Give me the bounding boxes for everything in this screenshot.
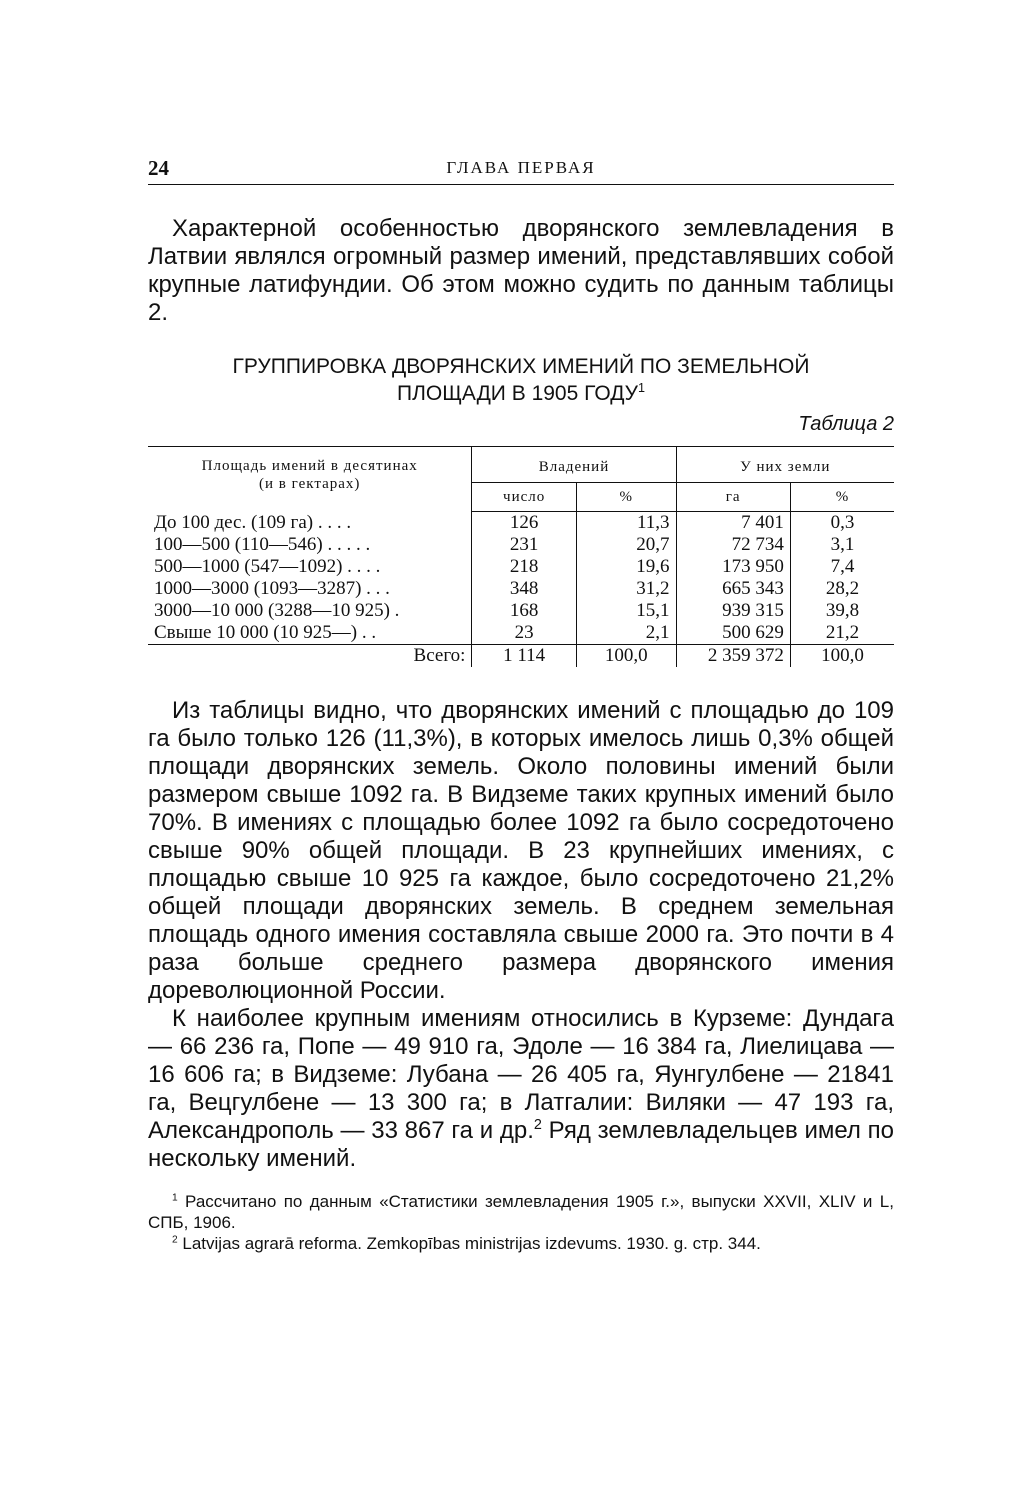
table-row xyxy=(148,512,894,535)
row-pct: 15,1 xyxy=(576,600,676,622)
table-row xyxy=(148,622,894,645)
table-title xyxy=(148,353,894,407)
row-count: 168 xyxy=(472,600,576,622)
intro-paragraph: Характерной особенностью дворянского землевладения в Латвии являлся огромный размер имений, представлявших собой крупные латифундии. Об этом можно судить по данным таблицы 2. xyxy=(148,215,894,326)
running-title: ГЛАВА ПЕРВАЯ xyxy=(446,158,596,177)
table-row xyxy=(148,600,894,622)
footnote-2 xyxy=(148,1233,894,1254)
total-ha-pct: 100,0 xyxy=(790,645,894,668)
row-count: 23 xyxy=(472,622,576,645)
table-title-line2-wrap xyxy=(148,380,894,407)
row-count: 231 xyxy=(472,534,576,556)
large-estates-text: К наиболее крупным имениям относились в Курземе: Дундага — 66 236 га, Попе — 49 910 га, Эдоле — 16 384 га, Лиелицава — 16 606 га; в Видземе: Лубана — 26 405 га, Яунгулбене — 21841 га, Вецгулбене — 13 300 га; в Латгалии: Виляки — 47 193 га, Александрополь — 33 867 га и др. xyxy=(148,1005,894,1144)
analysis-paragraph: Из таблицы видно, что дворянских имений с площадью до 109 га было только 126 (11,3%), в которых имелось лишь 0,3% общей площади дворянских земель. Около половины имений были размером свыше 1092 га. В Видземе таких крупных имений было 70%. В имениях с площадью более 1092 га было сосредоточено свыше 90% общей площади. В 23 крупнейших имениях, с площадью свыше 10 925 га каждое, было сосредоточено 21,2% общей площади дворянских земель. В среднем земельная площадь одного имения составляла свыше 2000 га. Это почти в 4 раза больше среднего размера дворянского имения дореволюционной России. xyxy=(148,697,894,1004)
row-ha: 7 401 xyxy=(676,512,790,535)
row-ha: 173 950 xyxy=(676,556,790,578)
total-ha: 2 359 372 xyxy=(676,645,790,668)
row-pct: 19,6 xyxy=(576,556,676,578)
header-pct1: % xyxy=(576,483,676,512)
table-total-row xyxy=(148,645,894,668)
row-ha-pct: 28,2 xyxy=(790,578,894,600)
table-row xyxy=(148,578,894,600)
row-ha: 72 734 xyxy=(676,534,790,556)
row-label: 100—500 (110—546) . . . . . xyxy=(154,534,371,555)
footnote-2-mark: 2 xyxy=(172,1234,178,1246)
book-page xyxy=(148,150,894,1254)
table-label: Таблица 2 xyxy=(798,413,894,435)
row-ha-pct: 3,1 xyxy=(790,534,894,556)
row-ha-pct: 21,2 xyxy=(790,622,894,645)
row-label: 3000—10 000 (3288—10 925) . xyxy=(154,600,400,621)
row-label: 500—1000 (547—1092) . . . . xyxy=(154,556,381,577)
row-pct: 20,7 xyxy=(576,534,676,556)
estates-table xyxy=(148,446,894,667)
footnote-1 xyxy=(148,1191,894,1233)
page-header xyxy=(148,150,894,185)
header-area xyxy=(148,447,472,512)
paragraph3-footnote-mark: 2 xyxy=(533,1117,542,1133)
row-ha: 500 629 xyxy=(676,622,790,645)
header-area-line2: (и в гектарах) xyxy=(259,476,361,492)
header-area-line1: Площадь имений в десятинах xyxy=(201,458,418,474)
table-header-row-1 xyxy=(148,447,894,483)
row-label: 1000—3000 (1093—3287) . . . xyxy=(154,578,390,599)
header-count: число xyxy=(472,483,576,512)
table-row xyxy=(148,556,894,578)
table-title-footnote-mark: 1 xyxy=(638,381,646,395)
footnote-2-text: Latvijas agrarā reforma. Zemkopības ministrijas izdevums. 1930. g. стр. 344. xyxy=(177,1234,761,1253)
footnote-1-mark: 1 xyxy=(172,1192,178,1204)
row-pct: 31,2 xyxy=(576,578,676,600)
row-label: Свыше 10 000 (10 925—) . . xyxy=(154,622,377,643)
row-ha: 939 315 xyxy=(676,600,790,622)
total-count: 1 114 xyxy=(472,645,576,668)
header-ha: га xyxy=(676,483,790,512)
row-ha-pct: 7,4 xyxy=(790,556,894,578)
total-label: Всего: xyxy=(148,645,472,668)
table-row xyxy=(148,534,894,556)
large-estates-tail: Ряд землевладельцев имел по нескольку имений. xyxy=(148,1117,894,1172)
row-ha-pct: 0,3 xyxy=(790,512,894,535)
footnotes xyxy=(148,1191,894,1254)
row-count: 348 xyxy=(472,578,576,600)
row-count: 218 xyxy=(472,556,576,578)
large-estates-paragraph xyxy=(148,1005,894,1173)
table-title-line2: ПЛОЩАДИ В 1905 ГОДУ xyxy=(396,382,638,405)
row-pct: 2,1 xyxy=(576,622,676,645)
header-land: У них земли xyxy=(676,447,894,483)
row-count: 126 xyxy=(472,512,576,535)
table-title-line1: ГРУППИРОВКА ДВОРЯНСКИХ ИМЕНИЙ ПО ЗЕМЕЛЬНОЙ xyxy=(232,355,810,378)
total-pct: 100,0 xyxy=(576,645,676,668)
row-label: До 100 дес. (109 га) . . . . xyxy=(154,511,352,533)
row-pct: 11,3 xyxy=(576,512,676,535)
header-owners: Владений xyxy=(472,447,676,483)
row-ha: 665 343 xyxy=(676,578,790,600)
row-ha-pct: 39,8 xyxy=(790,600,894,622)
footnote-1-text: Рассчитано по данным «Статистики землевладения 1905 г.», выпуски XXVII, XLIV и L, СПБ, 1906. xyxy=(148,1192,894,1232)
page-number: 24 xyxy=(148,156,169,180)
header-pct2: % xyxy=(790,483,894,512)
